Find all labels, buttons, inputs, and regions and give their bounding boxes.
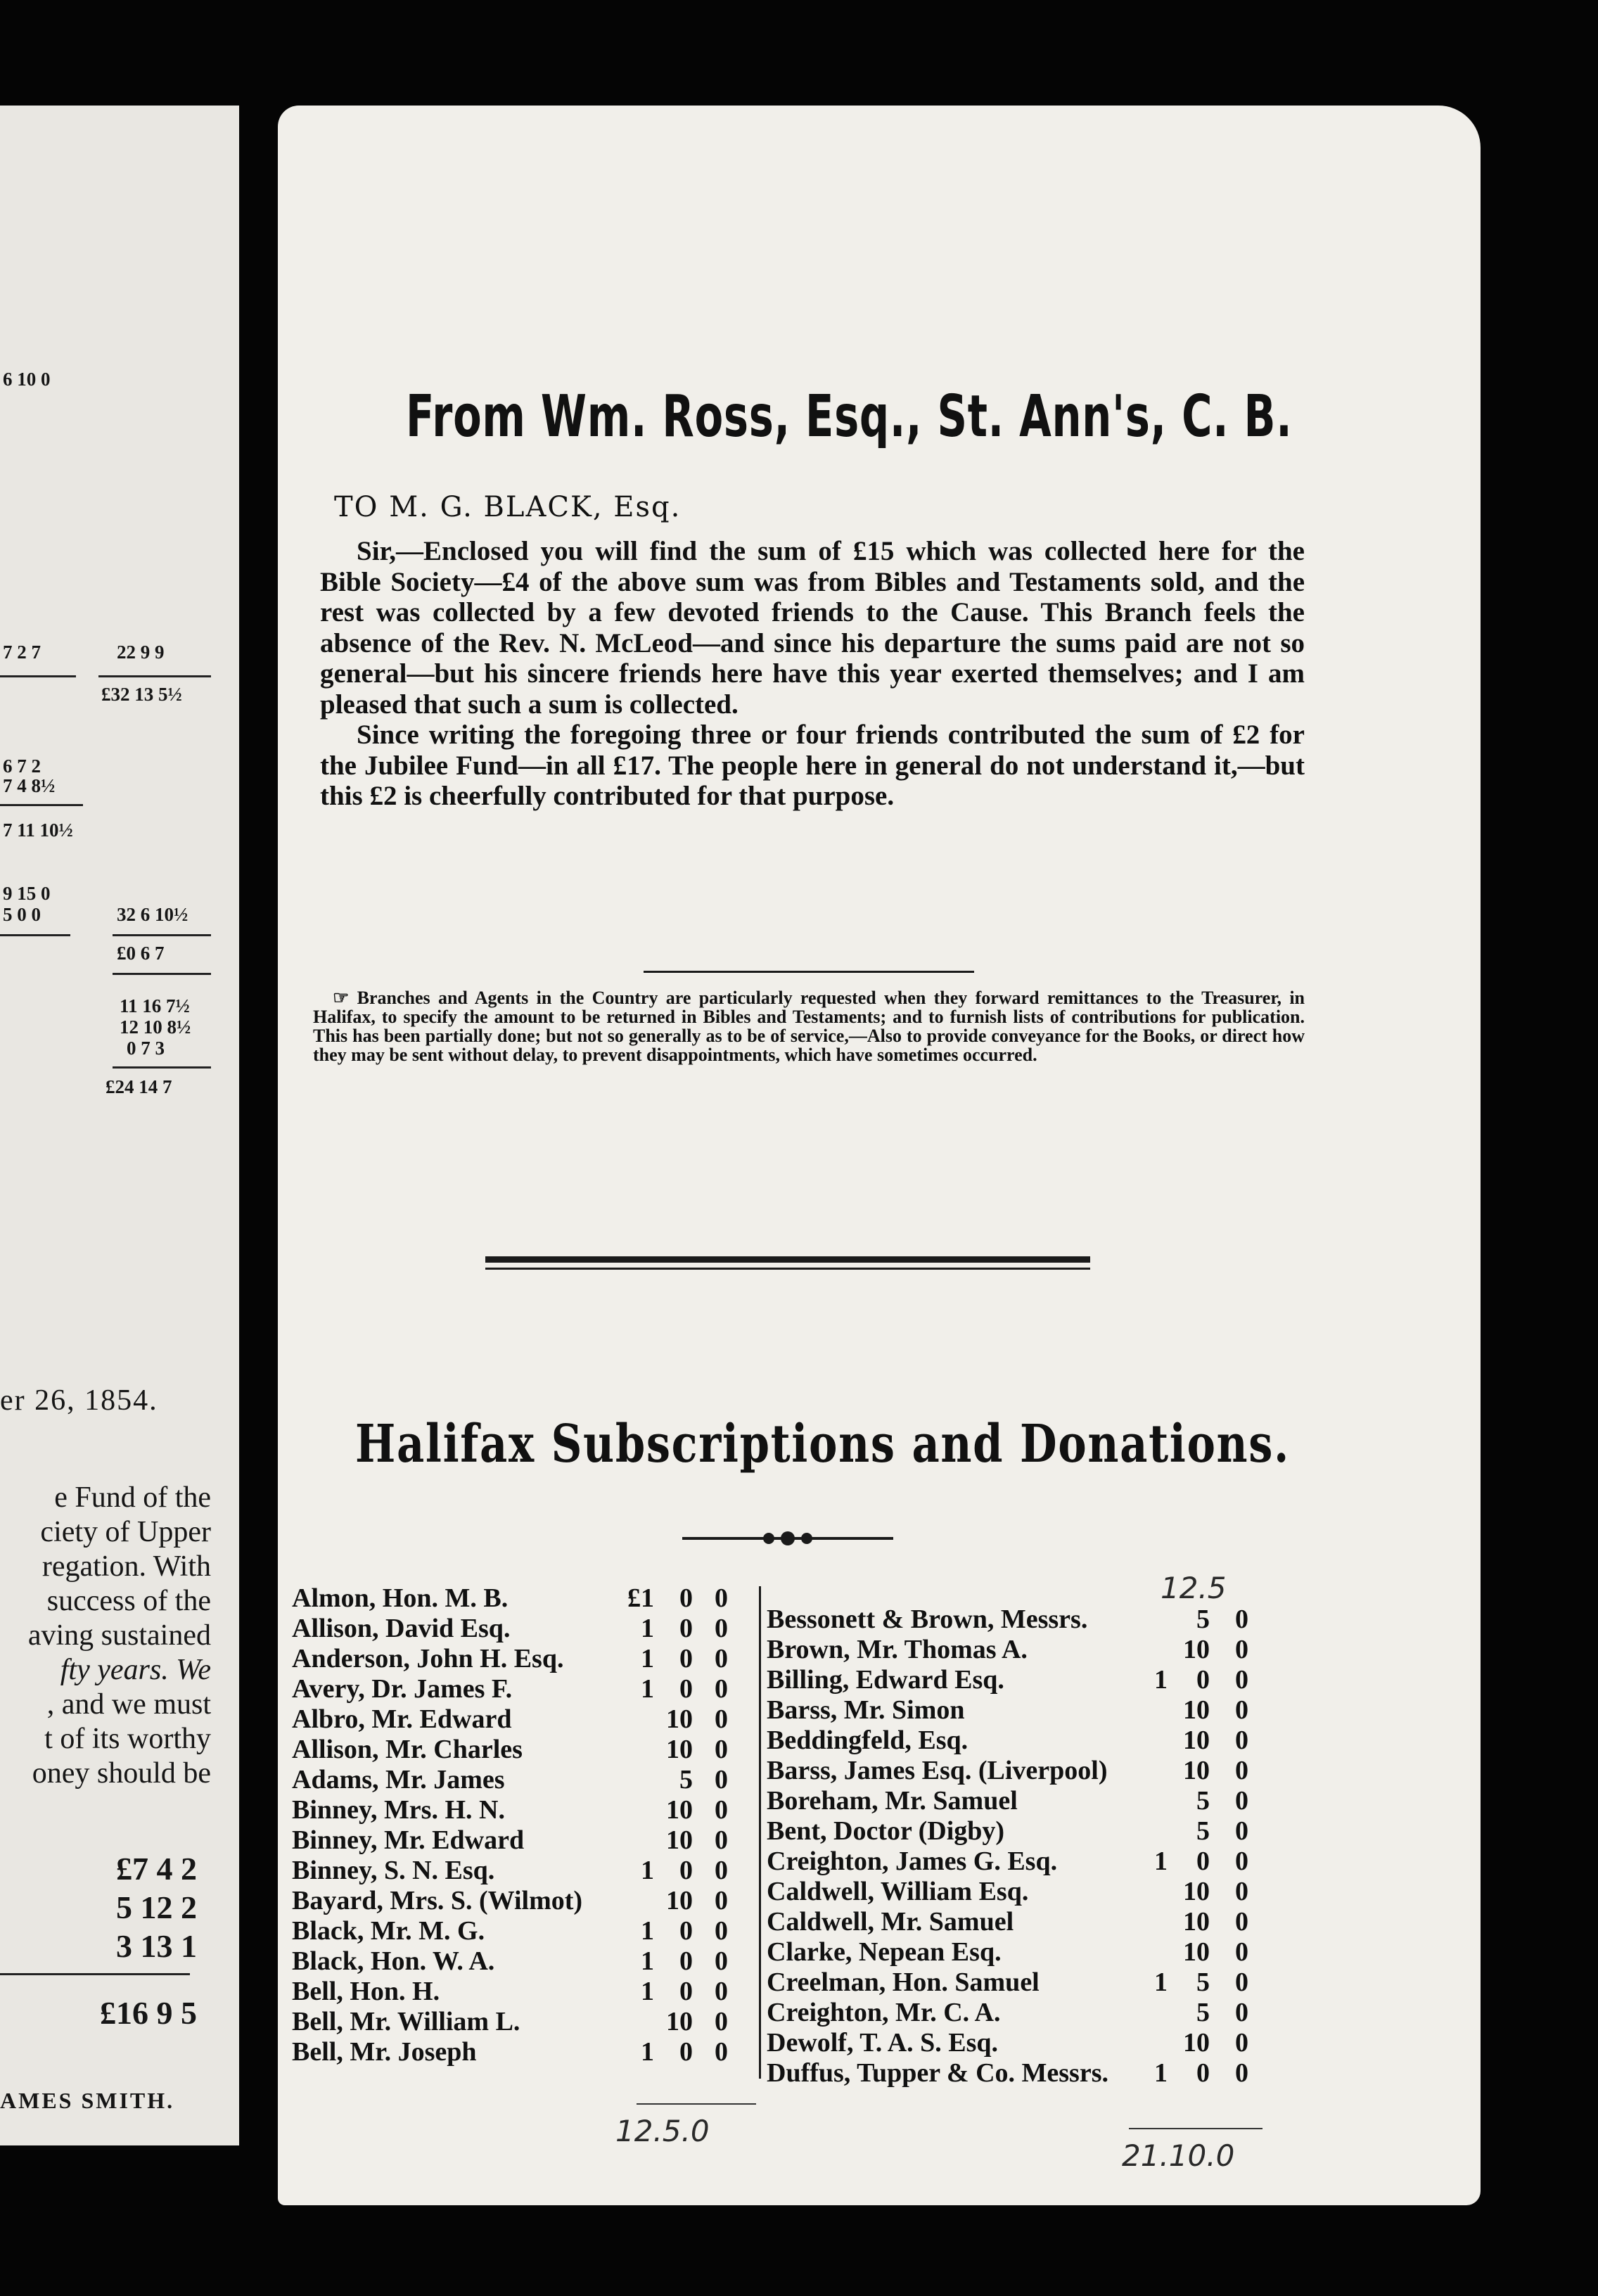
shillings: 5 [1196, 1998, 1210, 2027]
pence: 0 [715, 1946, 728, 1976]
pence: 0 [1235, 2028, 1248, 2058]
shillings: 10 [1183, 1695, 1210, 1725]
amount: 0 7 3 [127, 1038, 165, 1059]
subscriber-name: Almon, Hon. M. B. [292, 1583, 509, 1613]
subscriber-name: Allison, David Esq. [292, 1614, 511, 1643]
amount: 11 16 7½ [120, 995, 190, 1016]
shillings: 10 [1183, 1877, 1210, 1906]
pence: 0 [1235, 1605, 1248, 1634]
amount: £0 6 7 [117, 943, 165, 964]
sum-rule [113, 934, 211, 936]
double-rule-thick [485, 1256, 1090, 1263]
shillings: 10 [666, 1825, 693, 1855]
subscriber-name: Caldwell, Mr. Samuel [767, 1907, 1014, 1937]
subscriber-name: Creelman, Hon. Samuel [767, 1967, 1040, 1997]
pence: 0 [715, 1674, 728, 1704]
pounds: 1 [1154, 2058, 1168, 2088]
pence: 0 [1235, 1635, 1248, 1664]
subscriber-name: Boreham, Mr. Samuel [767, 1786, 1018, 1816]
pence: 0 [1235, 1907, 1248, 1937]
shillings: 10 [1183, 1756, 1210, 1785]
shillings: 10 [1183, 2028, 1210, 2058]
subscriber-name: Creighton, James G. Esq. [767, 1847, 1058, 1876]
pounds: 1 [641, 1977, 654, 2006]
pence: 0 [1235, 1937, 1248, 1967]
subscriber-name: Black, Mr. M. G. [292, 1916, 485, 1946]
pence: 0 [715, 1765, 728, 1794]
sum-rule [0, 804, 83, 806]
shillings: 0 [1196, 1665, 1210, 1695]
pence: 0 [715, 1795, 728, 1825]
shillings: 0 [679, 1644, 693, 1673]
shillings: 10 [1183, 1907, 1210, 1937]
shillings: 10 [1183, 1726, 1210, 1755]
text-line: e Fund of the [54, 1481, 211, 1514]
sum-rule [113, 973, 211, 975]
subscriber-name: Barss, Mr. Simon [767, 1695, 965, 1725]
text-line: fty years. We [60, 1654, 211, 1686]
shillings: 10 [1183, 1635, 1210, 1664]
pounds: 1 [641, 2037, 654, 2067]
subscriber-name: Clarke, Nepean Esq. [767, 1937, 1002, 1967]
pence: 0 [1235, 1998, 1248, 2027]
ornament-dot [801, 1533, 812, 1544]
amount: 32 6 10½ [117, 904, 188, 925]
amount: 3 13 1 [116, 1928, 197, 1964]
pounds: 1 [641, 1856, 654, 1885]
pence: 0 [715, 1614, 728, 1643]
total: £24 14 7 [106, 1076, 172, 1097]
previous-page-fragment [0, 106, 239, 2145]
subscriber-name: Bell, Hon. H. [292, 1977, 440, 2006]
subscriptions-left-column [292, 1583, 749, 2089]
date-line: er 26, 1854. [0, 1384, 158, 1417]
subscriber-name: Binney, S. N. Esq. [292, 1856, 495, 1885]
pounds: 1 [641, 1644, 654, 1673]
text-line: aving sustained [27, 1619, 211, 1652]
text-line: oney should be [32, 1757, 211, 1790]
shillings: 5 [679, 1765, 693, 1794]
shillings: 0 [679, 1674, 693, 1704]
subscriber-name: Caldwell, William Esq. [767, 1877, 1029, 1906]
shillings: 5 [1196, 1967, 1210, 1997]
pence: 0 [1235, 1847, 1248, 1876]
amount: 9 15 0 [3, 883, 51, 904]
subscriber-name: Bessonett & Brown, Messrs. [767, 1605, 1088, 1634]
pounds: 1 [1154, 1967, 1168, 1997]
sum-rule [98, 675, 211, 677]
shillings: 5 [1196, 1786, 1210, 1816]
amount: 5 12 2 [116, 1889, 197, 1925]
amount: 5 0 0 [3, 904, 41, 925]
shillings: 0 [679, 1916, 693, 1946]
column-separator [759, 1586, 761, 2079]
pence: 0 [715, 1704, 728, 1734]
handwritten-note: 12.5.0 [615, 2114, 710, 2148]
amount: 7 11 10½ [3, 819, 73, 841]
text-line: ciety of Upper [40, 1516, 211, 1548]
shillings: 10 [666, 1735, 693, 1764]
section-title: Halifax Subscriptions and Donations. [355, 1414, 1290, 1474]
pence: 0 [1235, 2058, 1248, 2088]
pence: 0 [715, 1825, 728, 1855]
sum-rule [113, 1066, 211, 1069]
text-line: , and we must [46, 1688, 211, 1721]
pounds: 1 [641, 1614, 654, 1643]
amount: 6 10 0 [3, 369, 51, 390]
shillings: 0 [679, 1977, 693, 2006]
pounds: 1 [641, 1946, 654, 1976]
pence: 0 [715, 1735, 728, 1764]
sum-rule [0, 675, 76, 677]
subscriber-name: Binney, Mr. Edward [292, 1825, 525, 1855]
pence: 0 [1235, 1967, 1248, 1997]
shillings: 5 [1196, 1605, 1210, 1634]
subscriber-name: Dewolf, T. A. S. Esq. [767, 2028, 999, 2058]
subscriber-name: Barss, James Esq. (Liverpool) [767, 1756, 1108, 1785]
shillings: 0 [1196, 1847, 1210, 1876]
pounds: £1 [627, 1583, 654, 1613]
subscriber-name: Duffus, Tupper & Co. Messrs. [767, 2058, 1108, 2088]
signature: AMES SMITH. [0, 2088, 175, 2113]
subscriber-name: Binney, Mrs. H. N. [292, 1795, 505, 1825]
text-line: t of its worthy [44, 1723, 211, 1755]
subscriber-name: Billing, Edward Esq. [767, 1665, 1004, 1695]
pounds: 1 [641, 1916, 654, 1946]
subscriber-name: Albro, Mr. Edward [292, 1704, 512, 1734]
letter-title: From Wm. Ross, Esq., St. Ann's, C. B. [406, 383, 1293, 450]
shillings: 10 [666, 1795, 693, 1825]
subscriber-name: Adams, Mr. James [292, 1765, 505, 1794]
subscriber-name: Avery, Dr. James F. [292, 1674, 513, 1704]
subscriber-name: Beddingfeld, Esq. [767, 1726, 969, 1755]
subscriber-name: Bayard, Mrs. S. (Wilmot) [292, 1886, 583, 1915]
text-line: success of the [46, 1585, 211, 1617]
subscriber-name: Bent, Doctor (Digby) [767, 1816, 1005, 1846]
pence: 0 [1235, 1695, 1248, 1725]
pounds: 1 [641, 1674, 654, 1704]
handwritten-note: 21.10.0 [1122, 2138, 1235, 2173]
double-rule-thin [485, 1268, 1090, 1270]
shillings: 0 [679, 2037, 693, 2067]
pounds: 1 [1154, 1665, 1168, 1695]
handwritten-rule [1129, 2128, 1263, 2129]
shillings: 10 [666, 1704, 693, 1734]
salutation: TO M. G. BLACK, Esq. [334, 491, 682, 523]
shillings: 5 [1196, 1816, 1210, 1846]
total: £32 13 5½ [101, 684, 182, 705]
pence: 0 [1235, 1816, 1248, 1846]
document-page [278, 106, 1481, 2205]
amount: 22 9 9 [117, 642, 165, 663]
subscriber-name: Bell, Mr. William L. [292, 2007, 520, 2036]
pence: 0 [715, 1886, 728, 1915]
shillings: 10 [1183, 1937, 1210, 1967]
shillings: 0 [679, 1946, 693, 1976]
letter-paragraph: Since writing the foregoing three or four friends contributed the sum of £2 for the Jubilee Fund—in all £17. The people here in general do not understand it,—but this £2 is cheerfully contributed for that purpose. [320, 720, 1305, 811]
pounds: 1 [1154, 1847, 1168, 1876]
amount: 12 10 8½ [120, 1016, 191, 1038]
pence: 0 [715, 1916, 728, 1946]
pence: 0 [715, 2037, 728, 2067]
text-line: regation. With [41, 1550, 211, 1583]
shillings: 0 [679, 1614, 693, 1643]
pence: 0 [1235, 1726, 1248, 1755]
pence: 0 [715, 1583, 728, 1613]
handwritten-rule [637, 2103, 756, 2105]
amount: 6 7 2 [3, 755, 41, 777]
pence: 0 [1235, 1877, 1248, 1906]
subscriptions-right-column [767, 1604, 1470, 2110]
subscriber-name: Anderson, John H. Esq. [292, 1644, 564, 1673]
letter-body [320, 536, 1305, 812]
subscriber-name: Creighton, Mr. C. A. [767, 1998, 1001, 2027]
pence: 0 [715, 1977, 728, 2006]
pence: 0 [715, 1856, 728, 1885]
amount: 7 2 7 [3, 642, 41, 663]
sum-rule [0, 1973, 190, 1975]
shillings: 10 [666, 1886, 693, 1915]
notice-paragraph [313, 988, 1305, 1064]
pence: 0 [1235, 1786, 1248, 1816]
subscriber-name: Black, Hon. W. A. [292, 1946, 495, 1976]
subscriber-name: Allison, Mr. Charles [292, 1735, 523, 1764]
ornament-dot [781, 1531, 795, 1545]
short-rule [644, 971, 974, 973]
shillings: 0 [1196, 2058, 1210, 2088]
amount: 7 4 8½ [3, 775, 56, 796]
sum-rule [0, 934, 70, 936]
shillings: 0 [679, 1856, 693, 1885]
ornament-dot [763, 1533, 774, 1544]
letter-paragraph: Sir,—Enclosed you will find the sum of £15 which was collected here for the Bible Society—£4 of the above sum was from Bibles and Testaments sold, and the rest was collected by a few devoted friends to the Cause. This Branch feels the absence of the Rev. N. McLeod—and since his departure the sums paid are not so general—but his sincere friends here have this year exerted themselves; and I am pleased that such a sum is collected. [320, 536, 1305, 720]
pence: 0 [1235, 1756, 1248, 1785]
handwritten-note: 12.5 [1161, 1571, 1227, 1605]
pence: 0 [715, 2007, 728, 2036]
pence: 0 [1235, 1665, 1248, 1695]
shillings: 10 [666, 2007, 693, 2036]
subscriber-name: Bell, Mr. Joseph [292, 2037, 477, 2067]
subscriber-name: Brown, Mr. Thomas A. [767, 1635, 1028, 1664]
amount: £7 4 2 [116, 1851, 197, 1887]
pence: 0 [715, 1644, 728, 1673]
shillings: 0 [679, 1583, 693, 1613]
total: £16 9 5 [100, 1995, 197, 2031]
notice-text: ☞ Branches and Agents in the Country are particularly requested when they forward remittances to the Treasurer, in Halifax, to specify the amount to be returned in Bibles and Testaments; and to furnish lists of contributions for publication. This has been partially done; but not so generally as to be of service,—Also to provide conveyance for the Books, or direct how they may be sent without delay, to prevent disappointments, which have sometimes occurred. [313, 988, 1305, 1065]
